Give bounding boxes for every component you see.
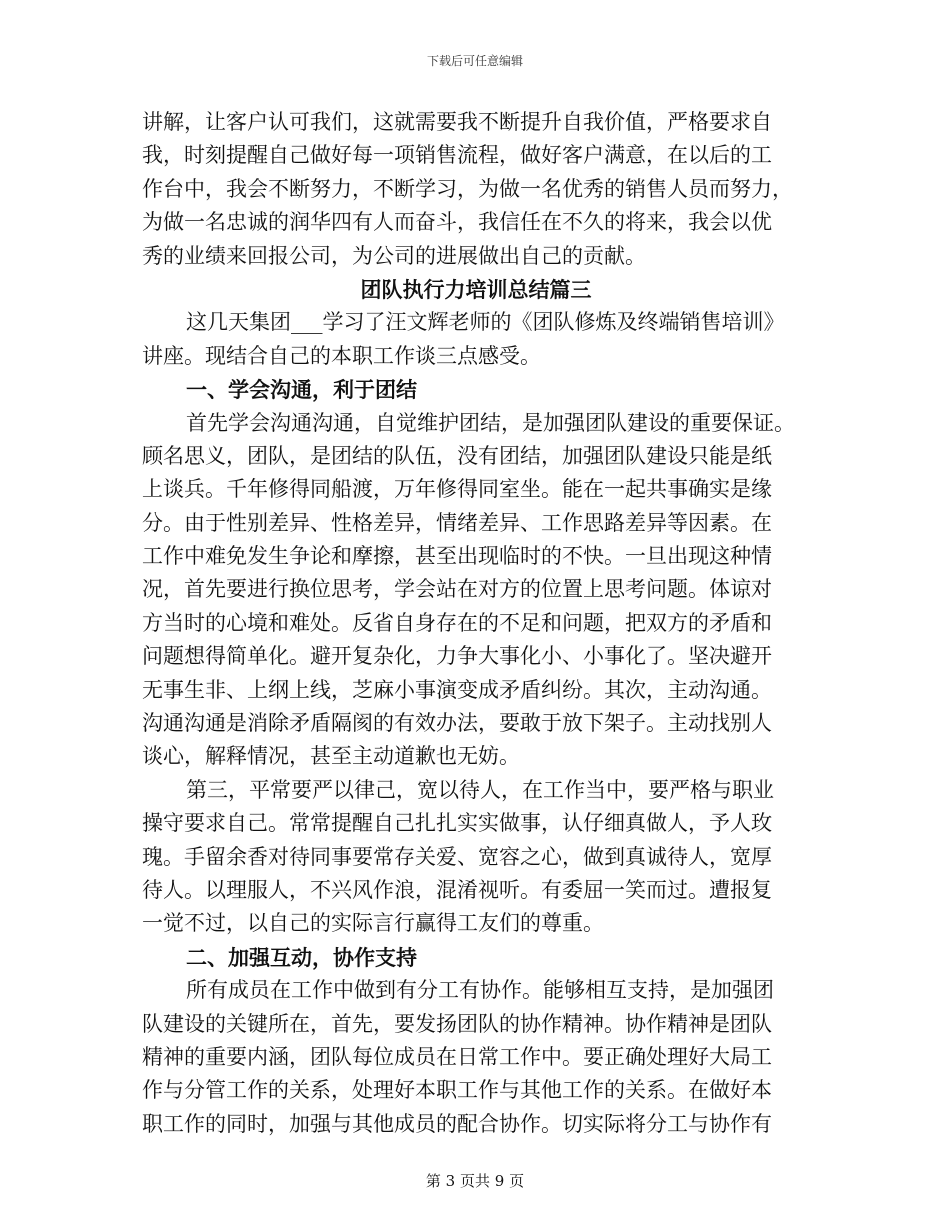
body-line: 首先学会沟通沟通，自觉维护团结，是加强团队建设的重要保证。 [186,410,795,435]
section-heading-2: 二、加强互动，协作支持 [186,944,417,970]
body-line: 分。由于性别差异、性格差异，情绪差异、工作思路差异等因素。在 [142,510,772,535]
body-line: 一觉不过，以自己的实际言行赢得工友们的尊重。 [142,911,604,936]
body-line: 职工作的同时，加强与其他成员的配合协作。切实际将分工与协作有 [142,1111,772,1136]
section-title: 团队执行力培训总结篇三 [360,276,592,302]
body-line: 顾名思义，团队，是团结的队伍，没有团结，加强团队建设只能是纸 [142,443,772,468]
body-line: 操守要求自己。常常提醒自己扎扎实实做事，认仔细真做人，予人玫 [142,811,772,836]
body-line: 无事生非、上纲上线，芝麻小事演变成矛盾纠纷。其次，主动沟通。 [142,677,772,702]
body-line: 我，时刻提醒自己做好每一项销售流程，做好客户满意，在以后的工 [142,143,772,168]
body-line: 作与分管工作的关系，处理好本职工作与其他工作的关系。在做好本 [142,1078,772,1103]
body-line: 所有成员在工作中做到有分工有协作。能够相互支持，是加强团 [186,978,774,1003]
section-heading-1: 一、学会沟通，利于团结 [186,377,417,403]
body-line: 方当时的心境和难处。反省自身存在的不足和问题，把双方的矛盾和 [142,610,772,635]
body-line: 秀的业绩来回报公司，为公司的进展做出自己的贡献。 [142,243,646,268]
body-line: 队建设的关键所在，首先，要发扬团队的协作精神。协作精神是团队 [142,1011,772,1036]
body-line: 精神的重要内涵，团队每位成员在日常工作中。要正确处理好大局工 [142,1044,772,1069]
page-header-note: 下载后可任意编辑 [426,54,523,68]
body-line: 作台中，我会不断努力，不断学习，为做一名优秀的销售人员而努力， [142,176,793,201]
body-line: 上谈兵。千年修得同船渡，万年修得同室坐。能在一起共事确实是缘 [142,477,772,502]
body-line: 讲解，让客户认可我们，这就需要我不断提升自我价值，严格要求自 [142,110,772,134]
body-line: 讲座。现结合自己的本职工作谈三点感受。 [142,343,541,368]
body-line: 待人。以理服人，不兴风作浪，混淆视听。有委屈一笑而过。遭报复 [142,877,772,902]
body-line: 这几天集团___学习了汪文辉老师的《团队修炼及终端销售培训》 [186,310,785,335]
body-line: 问题想得简单化。避开复杂化，力争大事化小、小事化了。坚决避开 [142,644,772,669]
body-line: 沟通沟通是消除矛盾隔阂的有效办法，要敢于放下架子。主动找别人 [142,711,772,736]
body-line: 况，首先要进行换位思考，学会站在对方的位置上思考问题。体谅对 [142,577,772,602]
document-body [142,106,810,1141]
body-line: 为做一名忠诚的润华四有人而奋斗，我信任在不久的将来，我会以优 [142,210,772,235]
body-line: 工作中难免发生争论和摩擦，甚至出现临时的不快。一旦出现这种情 [142,544,772,569]
body-line: 谈心，解释情况，甚至主动道歉也无妨。 [142,744,520,769]
body-line: 第三，平常要严以律己，宽以待人，在工作当中，要严格与职业 [186,777,774,802]
body-line: 瑰。手留余香对待同事要常存关爱、宽容之心，做到真诚待人，宽厚 [142,844,772,869]
page-number: 第 3 页共 9 页 [425,1172,525,1190]
